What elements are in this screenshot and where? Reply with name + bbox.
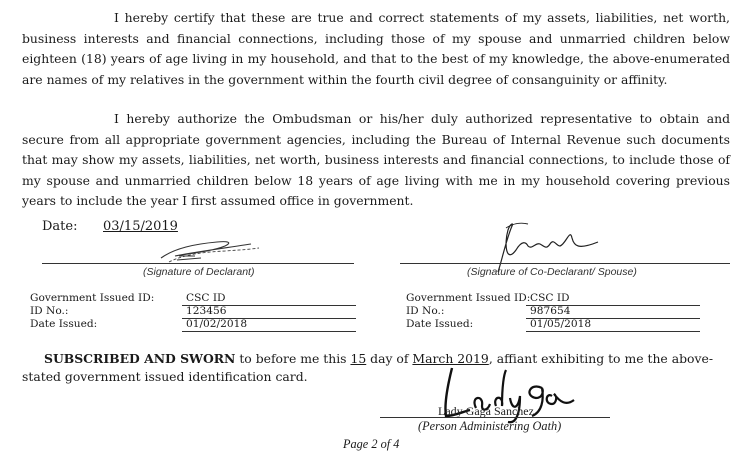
co-declarant-id-type-row [406, 292, 706, 306]
certification-text: I hereby certify that these are true and correct statements of my assets, liabilities, net worth, business interests and financial connections, including those of my spouse and unmarried children below eighteen (18) years of age living in my household, and that to the best of my knowledge, the above-enumerated are names of my relatives in the government within the fourth civil degree of consanguinity or affinity. [22, 10, 730, 87]
id-type-label: Government Issued ID: [406, 292, 531, 304]
sworn-statement [22, 350, 734, 386]
declarant-id-no: 123456 [182, 305, 356, 319]
co-declarant-id-type: CSC ID [526, 292, 700, 306]
authorization-paragraph [22, 109, 730, 212]
certification-paragraph [22, 8, 730, 90]
sworn-month-year: March 2019 [412, 351, 489, 366]
co-declarant-date-issued-row [406, 318, 706, 332]
id-type-label: Government Issued ID: [30, 292, 155, 304]
declarant-date-issued-row [30, 318, 356, 332]
declarant-id-type-row [30, 292, 356, 306]
date-issued-label: Date Issued: [406, 318, 474, 330]
declarant-signature-line [42, 263, 354, 264]
co-declarant-signature-caption: (Signature of Co-Declarant/ Spouse) [467, 266, 637, 278]
declarant-signature-caption: (Signature of Declarant) [143, 266, 255, 278]
id-no-label: ID No.: [406, 305, 445, 317]
sworn-heading: SUBSCRIBED AND SWORN [44, 351, 236, 366]
officer-caption: (Person Administering Oath) [418, 419, 562, 433]
declarant-id-no-row [30, 305, 356, 319]
co-declarant-id-no: 987654 [526, 305, 700, 319]
co-declarant-signature-line [400, 263, 730, 264]
page-number: Page 2 of 4 [343, 437, 400, 451]
co-declarant-date-issued: 01/05/2018 [526, 318, 700, 332]
sworn-text-b: day of [366, 351, 413, 366]
date-label: Date: [42, 219, 78, 234]
authorization-text: I hereby authorize the Ombudsman or his/her duly authorized representative to obtain and secure from all appropriate government agencies, including the Bureau of Internal Revenue such documents that may show my assets, liabilities, net worth, business interests and financial connections, to include those of my spouse and unmarried children below 18 years of age living with me in my household covering previous years to include the year I first assumed office in government. [22, 111, 730, 208]
sworn-text-c: , affiant exhibiting to me the above-stated government issued identification card. [22, 351, 714, 384]
date-issued-label: Date Issued: [30, 318, 98, 330]
declarant-date-issued: 01/02/2018 [182, 318, 356, 332]
officer-name: Lady Gaga Sanchez [438, 404, 534, 418]
co-declarant-id-no-row [406, 305, 706, 319]
declarant-id-type: CSC ID [182, 292, 356, 306]
id-no-label: ID No.: [30, 305, 69, 317]
sworn-text-a: to before me this [235, 351, 351, 366]
date-value: 03/15/2019 [103, 219, 178, 234]
declarant-signature [155, 234, 265, 264]
sworn-day: 15 [350, 351, 367, 366]
